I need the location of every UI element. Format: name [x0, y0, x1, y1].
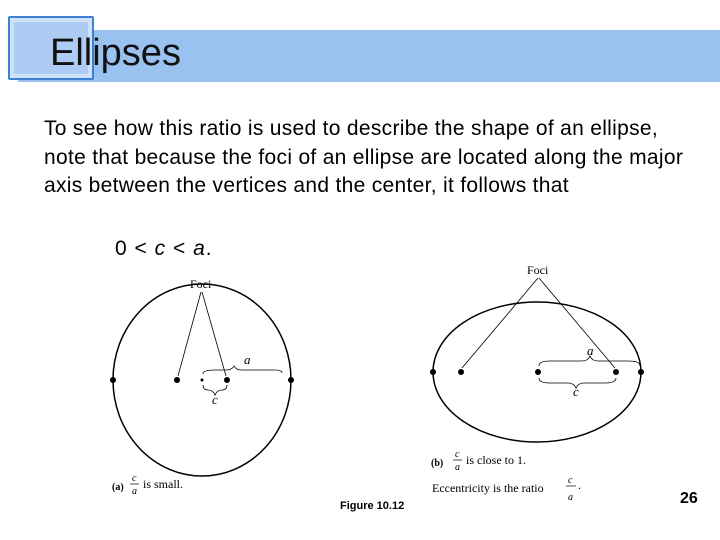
- eccentricity-den: a: [568, 492, 573, 503]
- eccentricity-num: c: [568, 475, 573, 486]
- ineq-a: a: [193, 237, 206, 260]
- center-a: [201, 379, 204, 382]
- ineq-c: c: [154, 237, 167, 260]
- caption-b-den: a: [455, 462, 460, 473]
- vertex-a-right: [288, 377, 294, 383]
- ineq-zero: 0: [115, 237, 128, 260]
- caption-b-num: c: [455, 449, 460, 460]
- vertex-a-left: [110, 377, 116, 383]
- vertex-b-left: [430, 369, 436, 375]
- center-b: [535, 369, 541, 375]
- ineq-lt-1: <: [134, 237, 148, 260]
- body-paragraph: To see how this ratio is used to describe the shape of an ellipse, note that because the foci of an ellipse are located along the major axis between the vertices and the center, it follows that: [44, 117, 684, 197]
- eccentricity-period: .: [578, 478, 581, 492]
- page-number: 26: [680, 490, 698, 507]
- caption-a-letter: (a): [112, 482, 124, 493]
- foci-b-label: Foci: [527, 263, 549, 277]
- foci-a-label: Foci: [190, 277, 212, 291]
- figure-caption: Figure 10.12: [340, 500, 405, 512]
- ineq-lt-2: <: [172, 237, 187, 260]
- foci-a-pointer-right: [202, 292, 226, 376]
- focus-b-right: [613, 369, 619, 375]
- focus-a-right: [224, 377, 230, 383]
- a-label-left: a: [244, 352, 251, 367]
- caption-b-text: is close to 1.: [466, 453, 526, 467]
- vertex-b-right: [638, 369, 644, 375]
- eccentricity-text: Eccentricity is the ratio: [432, 481, 544, 495]
- ellipse-b-group: [430, 263, 644, 503]
- foci-b-pointer-right: [539, 278, 615, 368]
- ineq-period: .: [205, 237, 213, 260]
- brace-a-upper: [203, 366, 282, 374]
- caption-a-den: a: [132, 486, 137, 497]
- focus-a-left: [174, 377, 180, 383]
- foci-b-pointer-left: [462, 278, 538, 368]
- caption-a-num: c: [132, 473, 137, 484]
- slide-title: Ellipses: [50, 32, 181, 74]
- ellipse-a-group: [110, 277, 294, 497]
- a-label-right: a: [587, 343, 594, 358]
- caption-b-letter: (b): [431, 458, 444, 469]
- foci-a-pointer-left: [178, 292, 201, 376]
- caption-a-text: is small.: [143, 477, 184, 491]
- c-label-left: c: [212, 392, 218, 407]
- focus-b-left: [458, 369, 464, 375]
- c-label-right: c: [573, 384, 579, 399]
